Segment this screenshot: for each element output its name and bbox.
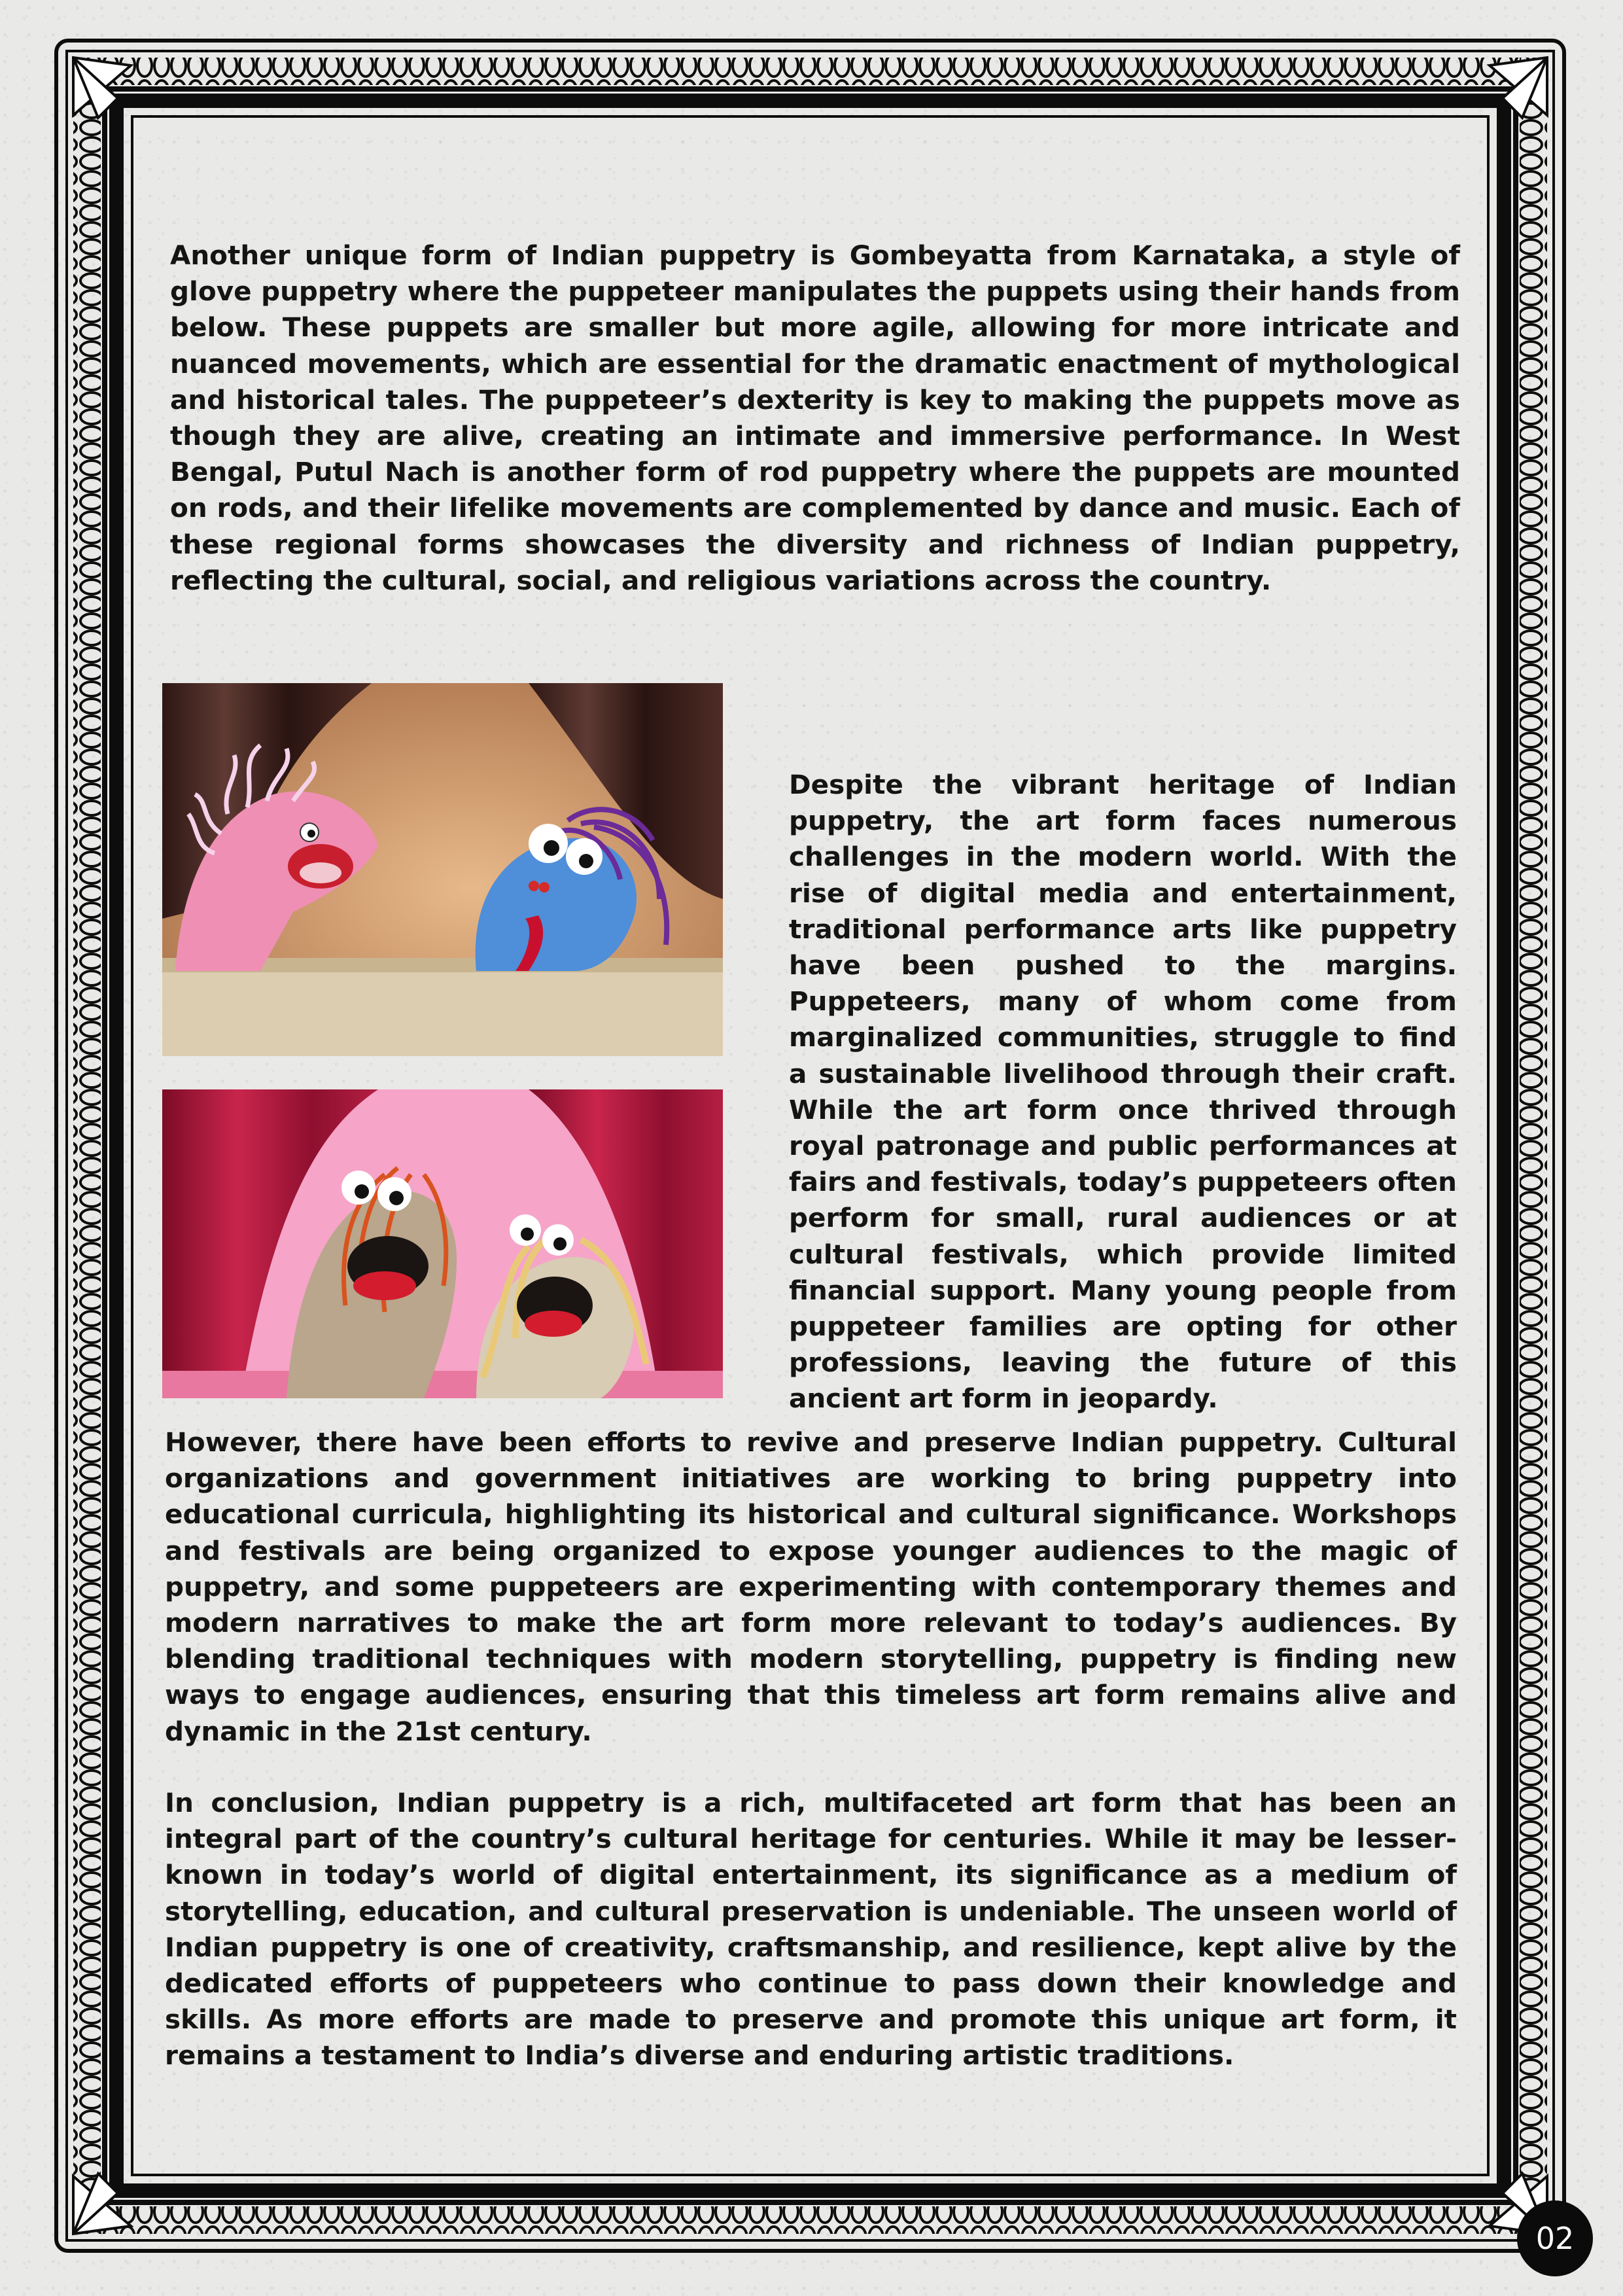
puppet-photo-sock-puppets-brown-curtain (162, 683, 723, 1056)
paragraph-revival-efforts: However, there have been efforts to revive and preserve Indian puppetry. Cultural organizations and government initiatives are working to bring puppetry into educational curricula, highlighting its historical and cultural significance. Workshops and festivals are being organized to expose younger audiences to the magic of puppetry, and some puppeteers are experimenting with contemporary themes and modern narratives to make the art form more relevant to today’s audiences. By blending traditional techniques with modern storytelling, puppetry is finding new ways to engage audiences, ensuring that this timeless art form remains alive and dynamic in the 21st century. (165, 1426, 1457, 1747)
paragraph-conclusion: In conclusion, Indian puppetry is a rich, multifaceted art form that has been an integral part of the country’s cultural heritage for centuries. While it may be lesser-known in today’s world of digital entertainment, its significance as a medium of storytelling, education, and cultural preservation is undeniable. The unseen world of Indian puppetry is one of creativity, craftsmanship, and resilience, kept alive by the dedicated efforts of puppeteers who continue to pass down their knowledge and skills. As more efforts are made to preserve and promote this unique art form, it remains a testament to India’s diverse and enduring artistic traditions. (165, 1787, 1457, 2072)
puppet-photo-sock-puppets-pink-stage (162, 1089, 723, 1398)
paragraph-challenges: Despite the vibrant heritage of Indian puppetry, the art form faces numerous challenges in the modern world. With the rise of digital media and entertainment, traditional performance arts like puppetry have been pushed to the margins. Puppeteers, many of whom come from marginalized communities, struggle to find a sustainable livelihood through their craft. While the art form once thrived through royal patronage and public performances at fairs and festivals, today’s puppeteers often perform for small, rural audiences or at cultural festivals, which provide limited financial support. Many young people from puppeteer families are opting for other professions, leaving the future of this ancient art form in jeopardy. (789, 769, 1457, 1415)
page-number-badge: 02 (1517, 2200, 1593, 2276)
paragraph-gombeyatta: Another unique form of Indian puppetry is Gombeyatta from Karnataka, a style of glove puppetry where the puppeteer manipulates the puppets using their hands from below. These puppets are smaller but more agile, allowing for more intricate and nuanced movements, which are essential for the dramatic enactment of mythological and historical tales. The puppeteer’s dexterity is key to making the puppets move as though they are alive, creating an intimate and immersive performance. In West Bengal, Putul Nach is another form of rod puppetry where the puppets are mounted on rods, and their lifelike movements are complemented by dance and music. Each of these regional forms showcases the diversity and richness of Indian puppetry, reflecting the cultural, social, and religious variations across the country. (170, 239, 1460, 596)
